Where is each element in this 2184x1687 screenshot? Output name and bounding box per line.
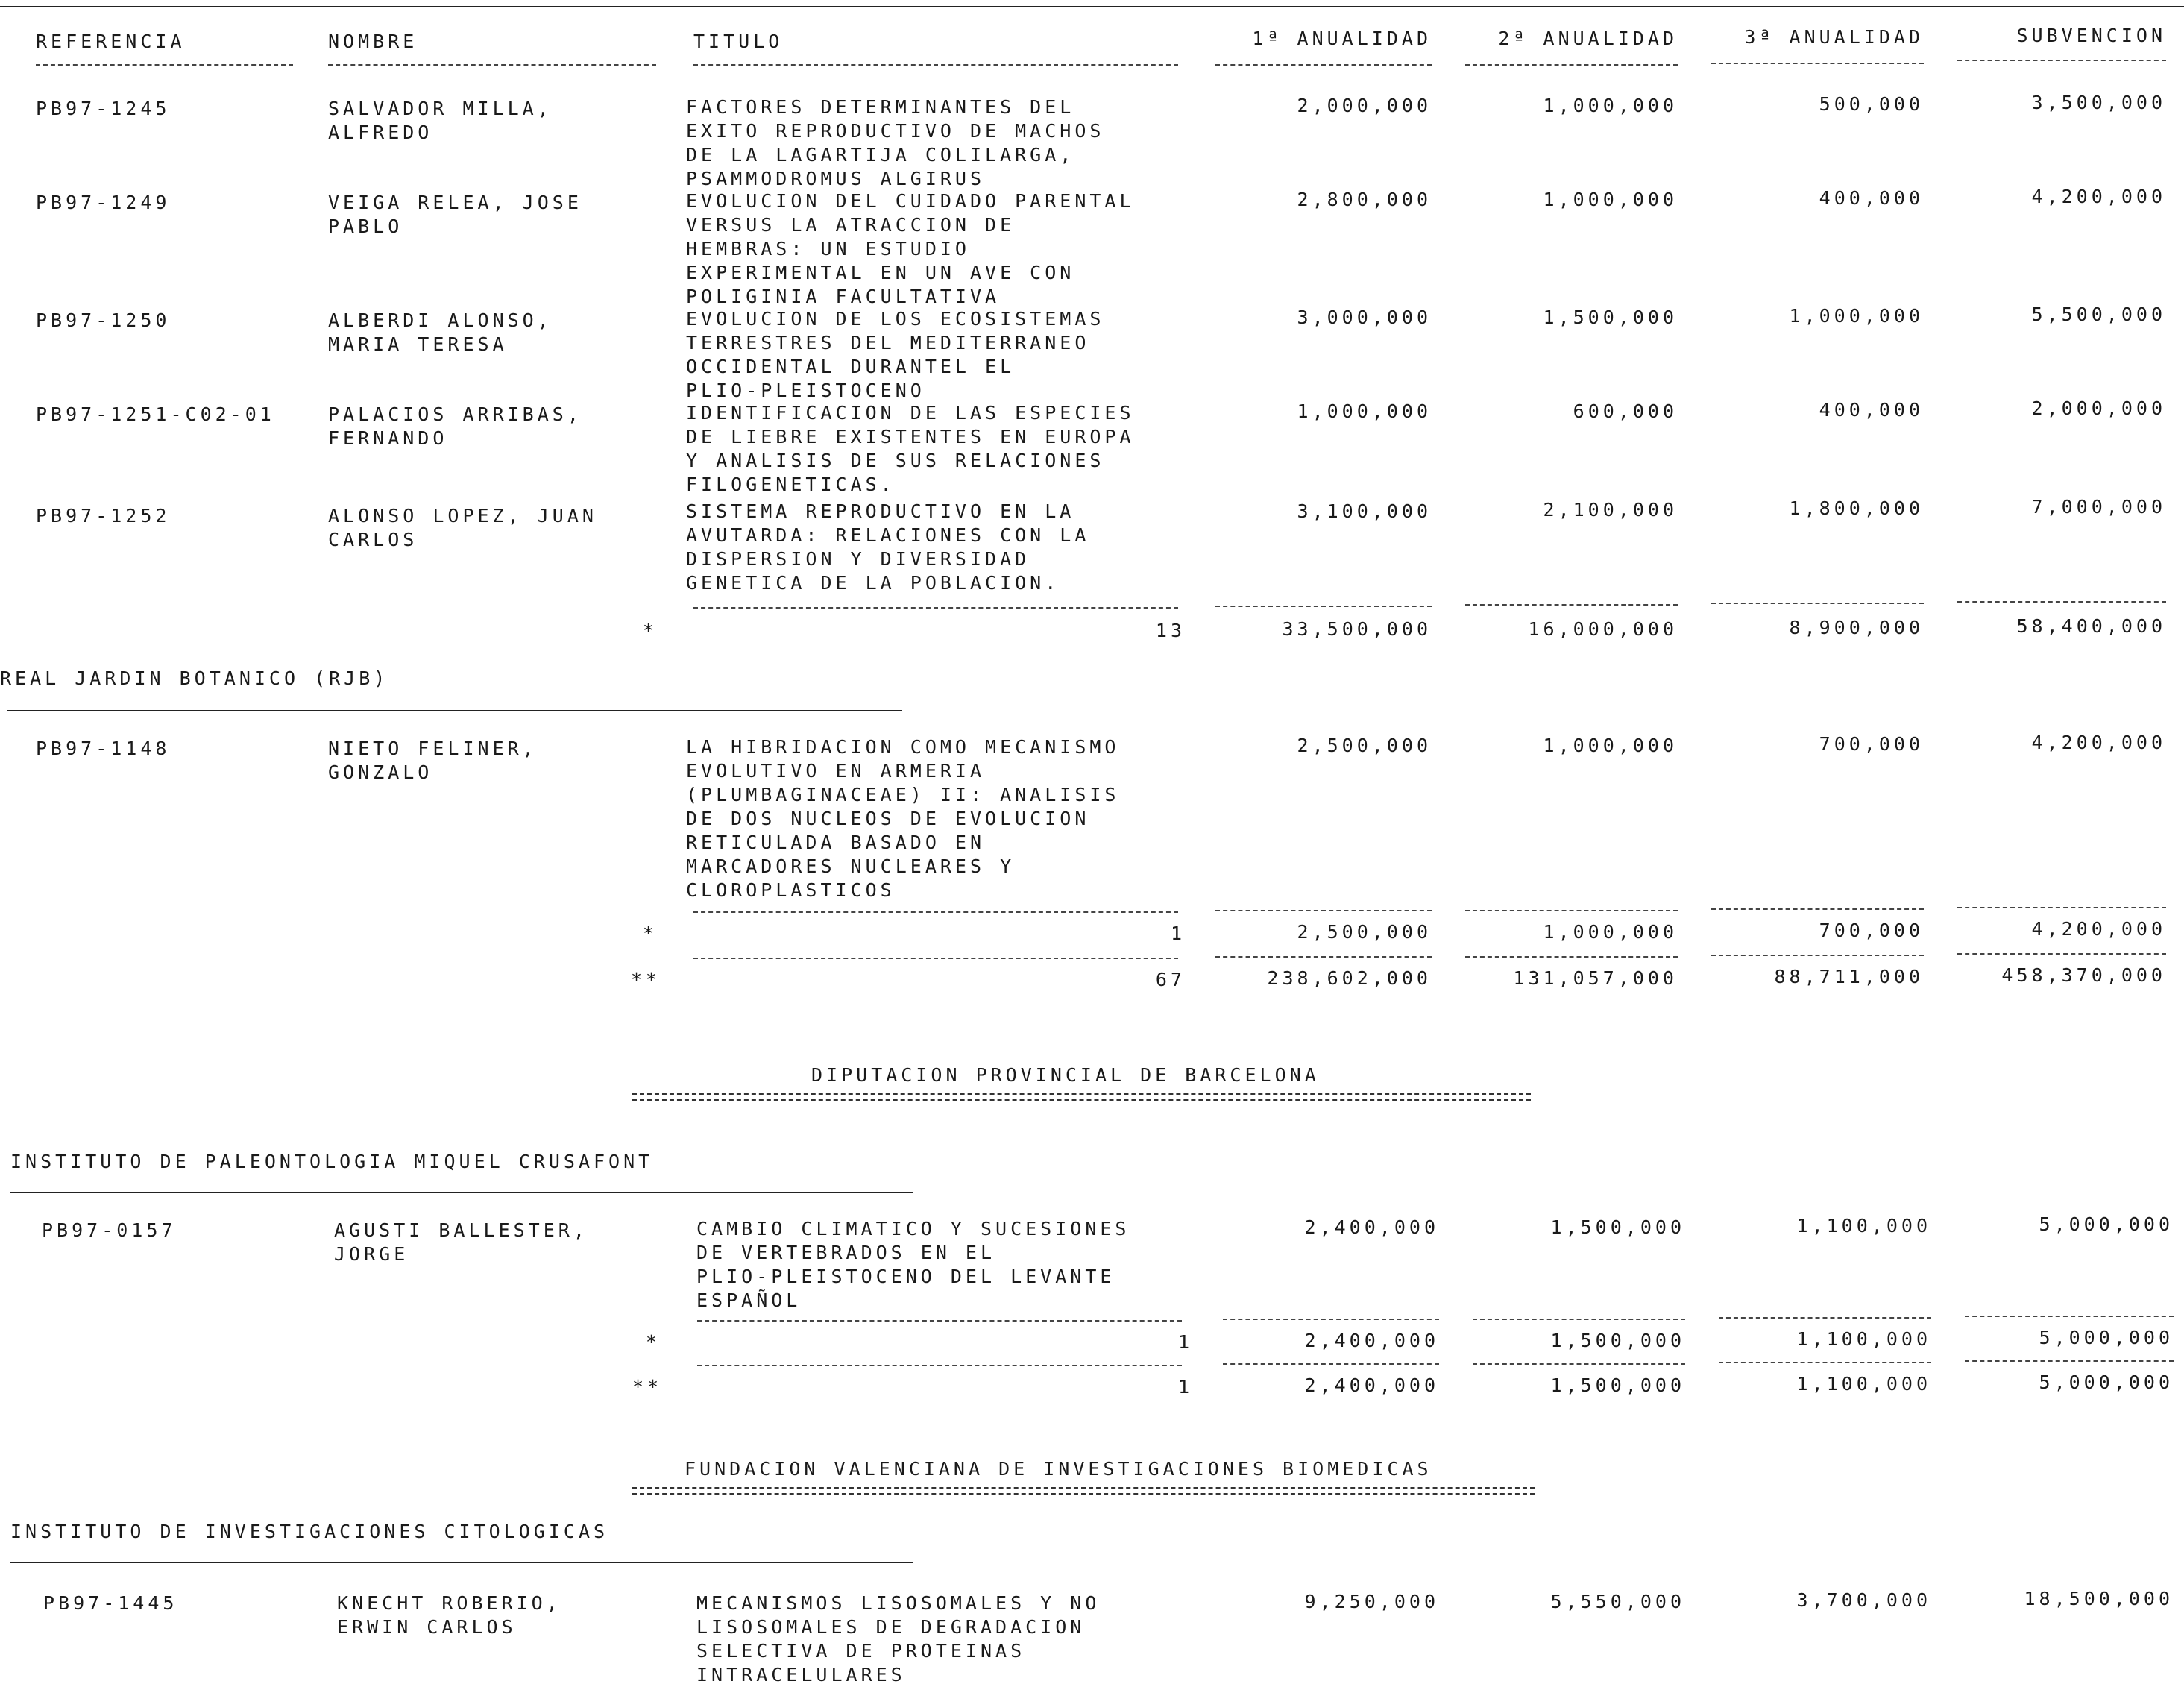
row-nombre: AGUSTI BALLESTER, JORGE [334,1219,588,1265]
subtotal-separator [693,911,1178,913]
row-referencia: PB97-1252 [36,505,171,527]
header-underline [328,64,656,66]
total-anualidad-3: 88,711,000 [1774,966,1924,987]
row-anualidad-1: 3,100,000 [1297,500,1432,522]
subtotal-separator [1465,604,1678,606]
header-underline [1711,63,1924,64]
row-anualidad-1: 2,000,000 [1297,95,1432,116]
row-anualidad-3: 3,700,000 [1796,1589,1931,1611]
row-titulo: EVOLUCION DE LOS ECOSISTEMAS TERRESTRES DEL MEDITERRANEO OCCIDENTAL DURANTEL EL PLIO-PLEISTOCENO [686,308,1105,401]
subtotal-subvencion: 58,400,000 [2016,615,2166,637]
row-nombre: KNECHT ROBERIO, ERWIN CARLOS [337,1592,561,1638]
header-titulo: TITULO [693,31,784,52]
subtotal-separator [693,607,1178,609]
total-separator [1957,953,2166,955]
total-count: 67 [1155,969,1186,990]
row-anualidad-3: 700,000 [1819,733,1924,755]
total-anualidad-1: 2,400,000 [1304,1375,1439,1396]
row-anualidad-2: 2,100,000 [1543,499,1678,521]
subtotal-anualidad-2: 16,000,000 [1528,618,1678,640]
subtotal-count: 1 [1177,1331,1193,1353]
row-anualidad-1: 2,500,000 [1297,735,1432,756]
subtotal-separator [1215,910,1432,911]
total-separator [1473,1363,1685,1365]
subtotal-separator [1473,1319,1685,1320]
organization-heading: DIPUTACION PROVINCIAL DE BARCELONA [811,1064,1320,1086]
subtotal-count: 13 [1155,620,1186,641]
row-referencia: PB97-1445 [43,1592,178,1614]
row-referencia: PB97-1245 [36,98,171,119]
header-anualidad-3: 3ª ANUALIDAD [1744,26,1924,48]
header-anualidad-2: 2ª ANUALIDAD [1498,28,1678,49]
row-subvencion: 4,200,000 [2031,186,2166,207]
row-titulo: CAMBIO CLIMATICO Y SUCESIONES DE VERTEBRADOS EN EL PLIO-PLEISTOCENO DEL LEVANTE ESPAÑOL [696,1218,1130,1311]
total-anualidad-1: 238,602,000 [1267,967,1432,989]
row-titulo: SISTEMA REPRODUCTIVO EN LA AVUTARDA: RELACIONES CON LA DISPERSION Y DIVERSIDAD GENETICA DE LA POBLACION. [686,500,1090,594]
total-separator [1465,956,1678,958]
row-subvencion: 18,500,000 [2024,1588,2174,1609]
row-anualidad-1: 2,400,000 [1304,1216,1439,1238]
row-referencia: PB97-0157 [42,1219,177,1241]
subtotal-separator [1965,1316,2174,1317]
total-anualidad-3: 1,100,000 [1796,1373,1931,1395]
organization-underline [632,1487,1535,1495]
organization-heading: FUNDACION VALENCIANA DE INVESTIGACIONES BIOMEDICAS [685,1458,1432,1480]
total-mark: ** [632,1376,663,1398]
row-anualidad-1: 1,000,000 [1297,400,1432,422]
subtotal-anualidad-3: 700,000 [1819,920,1924,941]
row-referencia: PB97-1250 [36,310,171,331]
organization-underline [632,1093,1531,1101]
total-separator [697,1365,1182,1366]
row-anualidad-3: 1,000,000 [1789,305,1924,327]
row-subvencion: 5,500,000 [2031,304,2166,325]
header-underline [693,64,1178,66]
subtotal-separator [697,1320,1182,1322]
subtotal-separator [1711,603,1924,604]
header-nombre: NOMBRE [328,31,418,52]
row-nombre: PALACIOS ARRIBAS, FERNANDO [328,403,582,449]
total-subvencion: 458,370,000 [2001,964,2166,986]
total-separator [1711,955,1924,956]
row-anualidad-2: 1,500,000 [1543,307,1678,328]
subtotal-anualidad-1: 2,500,000 [1297,921,1432,943]
section-rule [10,1192,913,1193]
row-nombre: ALONSO LOPEZ, JUAN CARLOS [328,505,597,550]
total-mark: ** [631,969,661,990]
subtotal-separator [1957,907,2166,908]
row-anualidad-3: 400,000 [1819,187,1924,209]
row-nombre: ALBERDI ALONSO, MARIA TERESA [328,310,553,355]
section-heading: REAL JARDIN BOTANICO (RJB) [0,667,389,689]
section-heading: INSTITUTO DE INVESTIGACIONES CITOLOGICAS [10,1521,609,1542]
subtotal-separator [1465,910,1678,911]
subtotal-separator [1215,606,1432,607]
header-referencia: REFERENCIA [36,31,186,52]
header-anualidad-1: 1ª ANUALIDAD [1252,28,1432,49]
row-anualidad-1: 9,250,000 [1304,1591,1439,1612]
section-heading: INSTITUTO DE PALEONTOLOGIA MIQUEL CRUSAFONT [10,1151,654,1172]
row-anualidad-3: 1,100,000 [1796,1215,1931,1237]
subtotal-anualidad-2: 1,000,000 [1543,921,1678,943]
header-underline [1465,64,1678,66]
total-anualidad-2: 1,500,000 [1550,1375,1685,1396]
subtotal-mark: * [643,620,658,641]
subtotal-anualidad-3: 1,100,000 [1796,1328,1931,1350]
row-subvencion: 7,000,000 [2031,496,2166,518]
total-separator [1719,1362,1931,1363]
row-anualidad-2: 600,000 [1573,400,1678,422]
row-referencia: PB97-1249 [36,192,171,213]
total-anualidad-2: 131,057,000 [1513,967,1678,989]
row-anualidad-3: 500,000 [1819,93,1924,115]
row-nombre: VEIGA RELEA, JOSE PABLO [328,192,582,237]
row-anualidad-1: 3,000,000 [1297,307,1432,328]
row-titulo: IDENTIFICACION DE LAS ESPECIES DE LIEBRE EXISTENTES EN EUROPA Y ANALISIS DE SUS RELACIONES FILOGENETICAS. [686,402,1135,495]
subtotal-mark: * [646,1331,661,1353]
row-subvencion: 2,000,000 [2031,398,2166,419]
subtotal-separator [1957,601,2166,603]
subtotal-mark: * [643,923,658,944]
total-count: 1 [1177,1376,1193,1398]
subtotal-subvencion: 4,200,000 [2031,918,2166,940]
subtotal-count: 1 [1170,923,1186,944]
header-underline [36,64,293,66]
row-subvencion: 5,000,000 [2039,1213,2174,1235]
header-underline [1957,60,2166,61]
subtotal-subvencion: 5,000,000 [2039,1327,2174,1348]
top-rule [0,6,2184,7]
subtotal-anualidad-1: 2,400,000 [1304,1330,1439,1351]
subtotal-anualidad-2: 1,500,000 [1550,1330,1685,1351]
subtotal-separator [1719,1317,1931,1319]
subtotal-separator [1223,1319,1439,1320]
row-subvencion: 4,200,000 [2031,732,2166,753]
total-separator [1215,956,1432,958]
total-separator [1223,1363,1439,1365]
row-anualidad-2: 1,000,000 [1543,735,1678,756]
header-subvencion: SUBVENCION [2016,25,2166,46]
row-titulo: MECANISMOS LISOSOMALES Y NO LISOSOMALES DE DEGRADACION SELECTIVA DE PROTEINAS INTRACELULARES [696,1592,1101,1686]
row-anualidad-2: 5,550,000 [1550,1591,1685,1612]
section-rule [10,1562,913,1563]
subtotal-separator [1711,908,1924,910]
section-rule [7,710,902,711]
row-titulo: EVOLUCION DEL CUIDADO PARENTAL VERSUS LA ATRACCION DE HEMBRAS: UN ESTUDIO EXPERIMENTAL EN UN AVE CON POLIGINIA FACULTATIVA [686,190,1135,307]
row-referencia: PB97-1251-C02-01 [36,403,275,425]
row-anualidad-1: 2,800,000 [1297,189,1432,210]
total-separator [1965,1360,2174,1362]
row-anualidad-2: 1,000,000 [1543,95,1678,116]
row-referencia: PB97-1148 [36,738,171,759]
row-titulo: FACTORES DETERMINANTES DEL EXITO REPRODUCTIVO DE MACHOS DE LA LAGARTIJA COLILARGA, PSAMMODROMUS ALGIRUS [686,96,1105,189]
total-separator [693,958,1178,959]
row-nombre: NIETO FELINER, GONZALO [328,738,538,783]
total-subvencion: 5,000,000 [2039,1372,2174,1393]
subtotal-anualidad-1: 33,500,000 [1282,618,1432,640]
row-anualidad-2: 1,000,000 [1543,189,1678,210]
row-nombre: SALVADOR MILLA, ALFREDO [328,98,553,143]
row-subvencion: 3,500,000 [2031,92,2166,113]
row-anualidad-3: 1,800,000 [1789,497,1924,519]
row-anualidad-2: 1,500,000 [1550,1216,1685,1238]
subtotal-anualidad-3: 8,900,000 [1789,617,1924,638]
row-titulo: LA HIBRIDACION COMO MECANISMO EVOLUTIVO EN ARMERIA (PLUMBAGINACEAE) II: ANALISIS DE DOS NUCLEOS DE EVOLUCION RETICULADA BASADO EN MARCADORES NUCLEARES Y CLOROPLASTICOS [686,736,1120,901]
header-underline [1215,64,1432,66]
row-anualidad-3: 400,000 [1819,399,1924,421]
